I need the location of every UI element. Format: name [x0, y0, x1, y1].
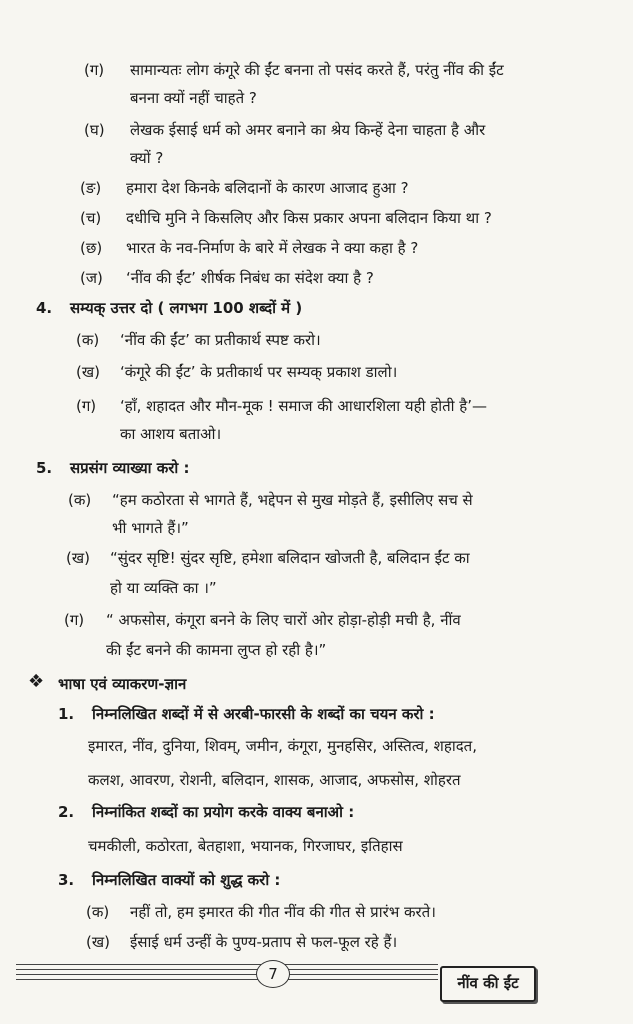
chapter-title-badge: नींव की ईंट — [440, 966, 536, 1002]
q5-item-kha-text-1: “सुंदर सृष्टि! सुंदर सृष्टि, हमेशा बलिदान खोजती है, बलिदान ईंट का — [110, 549, 470, 567]
q3-item-chha-label: (छ) — [80, 239, 103, 257]
grammar-q3-item-ka-text: नहीं तो, हम इमारत की गीत नींव की गीत से प्रारंभ करते। — [130, 903, 436, 921]
grammar-q1-heading: निम्नलिखित शब्दों में से अरबी-फारसी के शब्दों का चयन करो : — [92, 705, 435, 723]
q5-item-ka-text-1: “हम कठोरता से भागते हैं, भद्देपन से मुख मोड़ते हैं, इसीलिए सच से — [112, 491, 473, 509]
q5-number: 5. — [36, 459, 53, 477]
q5-item-ka-label: (क) — [68, 491, 92, 509]
q3-item-ja-text: ‘नींव की ईंट’ शीर्षक निबंध का संदेश क्या है ? — [126, 269, 374, 287]
footer-rule-1 — [16, 964, 438, 965]
q5-item-kha-text-2: हो या व्यक्ति का ।” — [110, 579, 217, 597]
q3-item-ja-label: (ज) — [80, 269, 103, 287]
diamond-bullet-icon: ❖ — [28, 671, 45, 692]
q4-item-ka-text: ‘नींव की ईंट’ का प्रतीकार्थ स्पष्ट करो। — [120, 331, 321, 349]
grammar-q3-number: 3. — [58, 871, 75, 889]
grammar-q3-item-ka-label: (क) — [86, 903, 110, 921]
q5-item-ga-label: (ग) — [64, 611, 85, 629]
q4-item-kha-label: (ख) — [76, 363, 100, 381]
q4-item-ka-label: (क) — [76, 331, 100, 349]
q3-item-ga-text-1: सामान्यतः लोग कंगूरे की ईंट बनना तो पसंद करते हैं, परंतु नींव की ईंट — [130, 61, 504, 79]
q3-item-gha-text-1: लेखक ईसाई धर्म को अमर बनाने का श्रेय किन्हें देना चाहता है और — [130, 121, 486, 139]
q4-item-ga-label: (ग) — [76, 397, 97, 415]
q5-item-ga-text-2: की ईंट बनने की कामना लुप्त हो रही है।” — [106, 641, 327, 659]
q5-item-kha-label: (ख) — [66, 549, 90, 567]
grammar-q3-item-kha-text: ईसाई धर्म उन्हीं के पुण्य-प्रताप से फल-फूल रहे हैं। — [130, 933, 398, 951]
grammar-q1-words-1: इमारत, नींव, दुनिया, शिवम्, जमीन, कंगूरा, मुनहसिर, अस्तित्व, शहादत, — [88, 737, 477, 755]
q3-item-nga-label: (ङ) — [80, 179, 102, 197]
q3-item-gha-label: (घ) — [84, 121, 105, 139]
footer-rule-2 — [16, 969, 438, 970]
grammar-q2-heading: निम्नांकित शब्दों का प्रयोग करके वाक्य बनाओ : — [92, 803, 355, 821]
q5-item-ka-text-2: भी भागते हैं।” — [112, 519, 189, 537]
q4-item-ga-text-2: का आशय बताओ। — [120, 425, 222, 443]
grammar-q2-words: चमकीली, कठोरता, बेतहाशा, भयानक, गिरजाघर, इतिहास — [88, 837, 403, 855]
q3-item-gha-text-2: क्यों ? — [130, 149, 164, 167]
q3-item-ga-text-2: बनना क्यों नहीं चाहते ? — [130, 89, 257, 107]
q4-item-ga-text-1: ‘हाँ, शहादत और मौन-मूक ! समाज की आधारशिला यही होती है’— — [120, 397, 488, 415]
q4-number: 4. — [36, 299, 53, 317]
grammar-q3-heading: निम्नलिखित वाक्यों को शुद्ध करो : — [92, 871, 281, 889]
footer-rule-3 — [16, 974, 438, 975]
q3-item-chha-text: भारत के नव-निर्माण के बारे में लेखक ने क्या कहा है ? — [126, 239, 419, 257]
q4-heading: सम्यक् उत्तर दो ( लगभग 100 शब्दों में ) — [70, 299, 303, 317]
grammar-q1-words-2: कलश, आवरण, रोशनी, बलिदान, शासक, आजाद, अफसोस, शोहरत — [88, 771, 461, 789]
footer-rule-4 — [16, 979, 438, 980]
grammar-q3-item-kha-label: (ख) — [86, 933, 110, 951]
q3-item-cha-text: दधीचि मुनि ने किसलिए और किस प्रकार अपना बलिदान किया था ? — [126, 209, 492, 227]
page-number: 7 — [256, 960, 290, 988]
q3-item-cha-label: (च) — [80, 209, 102, 227]
q3-item-ga-label: (ग) — [84, 61, 105, 79]
q4-item-kha-text: ‘कंगूरे की ईंट’ के प्रतीकार्थ पर सम्यक् प्रकाश डालो। — [120, 363, 398, 381]
q5-heading: सप्रसंग व्याख्या करो : — [70, 459, 190, 477]
grammar-heading: भाषा एवं व्याकरण-ज्ञान — [58, 675, 187, 693]
grammar-q1-number: 1. — [58, 705, 75, 723]
q3-item-nga-text: हमारा देश किनके बलिदानों के कारण आजाद हुआ ? — [126, 179, 409, 197]
q5-item-ga-text-1: “ अफसोस, कंगूरा बनने के लिए चारों ओर होड़ा-होड़ी मची है, नींव — [106, 611, 461, 629]
grammar-q2-number: 2. — [58, 803, 75, 821]
